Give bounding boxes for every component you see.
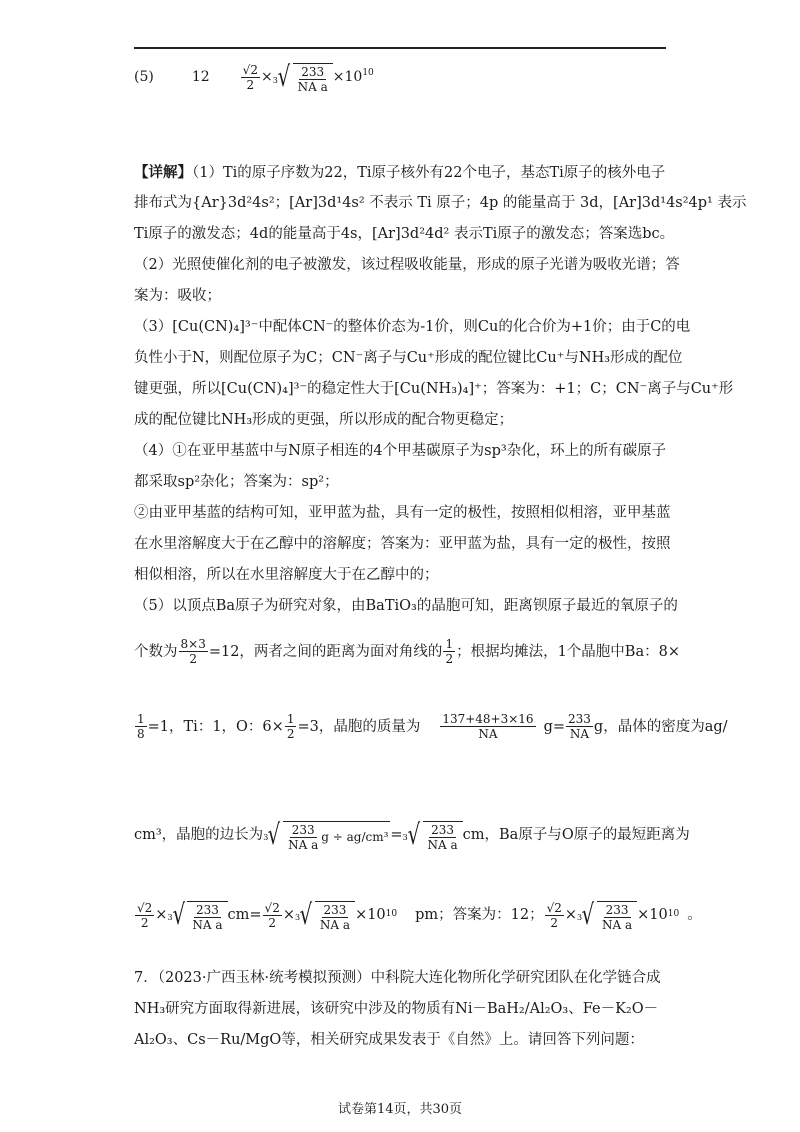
detail-p3-4: 成的配位键比NH₃形成的更强，所以形成的配合物更稳定； (134, 412, 514, 428)
detail-p3-2: 负性小于N，则配位原子为C；CN⁻离子与Cu⁺形成的配位键比Cu⁺与NH₃形成的配位 (134, 350, 683, 366)
answer-label: (5) (134, 69, 154, 85)
answer-5-line: (5) 12 $\frac{√2}{2}$ × 3 √ $\frac{233}{\text{NA a}}$ ×10 $^{10}$ (134, 60, 374, 94)
detail-p5-4: cm³，晶胞的边长为 3 √ $\frac{233}{\text{NA a}}$ g ÷ ag/cm³ = 3 √ $\frac{233}{\text{NA a}}$ cm，Ba原子与O原子的最短距离为 (134, 818, 690, 852)
detail-p4-5: 相似相溶，所以在水里溶解度大于在乙醇中的； (134, 567, 439, 583)
detail-p1-2: 排布式为{Ar}3d²4s²；[Ar]3d¹4s² 不表示 Ti 原子；4p 的能量高于 3d，[Ar]3d¹4s²4p¹ 表示 (134, 195, 747, 211)
detail-p4-2: 都采取sp²杂化；答案为：sp²； (134, 474, 339, 490)
question-7-line-2: NH₃研究方面取得新进展，该研究中涉及的物质有Ni－BaH₂/Al₂O₃、Fe－K₂O－ (134, 1001, 659, 1017)
answer-value: 12 (191, 69, 210, 85)
detail-p3-1: （3）[Cu(CN)₄]³⁻中配体CN⁻的整体价态为-1价，则Cu的化合价为+1价；由于C的电 (134, 319, 691, 335)
detail-p3-3: 键更强，所以[Cu(CN)₄]³⁻的稳定性大于[Cu(NH₃)₄]⁺；答案为：+1；C；CN⁻离子与Cu⁺形 (134, 381, 734, 397)
detail-p4-3: ②由亚甲基蓝的结构可知，亚甲蓝为盐，具有一定的极性，按照相似相溶，亚甲基蓝 (134, 505, 671, 521)
detail-p1-3: Ti原子的激发态；4d的能量高于4s，[Ar]3d²4d² 表示Ti原子的激发态；答案选bc。 (134, 226, 675, 242)
cube-root: 3 √ $\frac{233}{\text{NA a}}$ (273, 60, 333, 94)
sqrt2-over-2: $\frac{√2}{2}$ (242, 62, 258, 92)
question-7-line-1: 7．（2023·广西玉林·统考模拟预测）中科院大连化物所化学研究团队在化学链合成 (134, 970, 661, 986)
detail-p1-1: 【详解】（1）Ti的原子序数为22，Ti原子核外有22个电子，基态Ti原子的核外电子 (134, 164, 666, 181)
detail-p4-4: 在水里溶解度大于在乙醇中的溶解度；答案为：亚甲蓝为盐，具有一定的极性，按照 (134, 536, 671, 552)
detail-heading: 【详解】 (134, 164, 192, 181)
detail-p2-2: 案为：吸收； (134, 288, 221, 304)
detail-p5-3: $\frac{1}{8}$ =1，Ti：1，O：6× $\frac{1}{2}$ =3，晶胞的质量为 $\frac{137+48+3\times 16}{NA}$ g= $\frac{233}{NA}$ g，晶体的密度为ag/ (137, 712, 728, 741)
detail-p5-5: $\frac{√2}{2}$ × 3 √ $\frac{233}{\text{NA a}}$ cm= $\frac{√2}{2}$ × 3 √ $\frac{233}{\text{NA a}}$ ×10 10 pm；答案为：12； $\frac{√2}{2}$ × 3 √ $\frac{233}{\text{NA a}}$ ×10 10 。 (137, 898, 702, 932)
detail-p5-1: （5）以顶点Ba原子为研究对象，由BaTiO₃的晶胞可知，距离钡原子最近的氧原子的 (134, 598, 678, 614)
detail-p5-2: 个数为 $\frac{8\times 3}{2}$ =12，两者之间的距离为面对角线的 $\frac{1}{2}$ ；根据均摊法，1个晶胞中Ba：8× (134, 637, 680, 666)
question-7-line-3: Al₂O₃、Cs－Ru/MgO等，相关研究成果发表于《自然》上。请回答下列问题： (134, 1032, 644, 1048)
header-rule (134, 47, 666, 49)
detail-p4-1: （4）①在亚甲基蓝中与N原子相连的4个甲基碳原子为sp³杂化，环上的所有碳原子 (134, 443, 667, 459)
page-footer: 试卷第14页，共30页 (337, 1102, 463, 1117)
detail-p2-1: （2）光照使催化剂的电子被激发，该过程吸收能量，形成的原子光谱为吸收光谱；答 (134, 257, 680, 273)
